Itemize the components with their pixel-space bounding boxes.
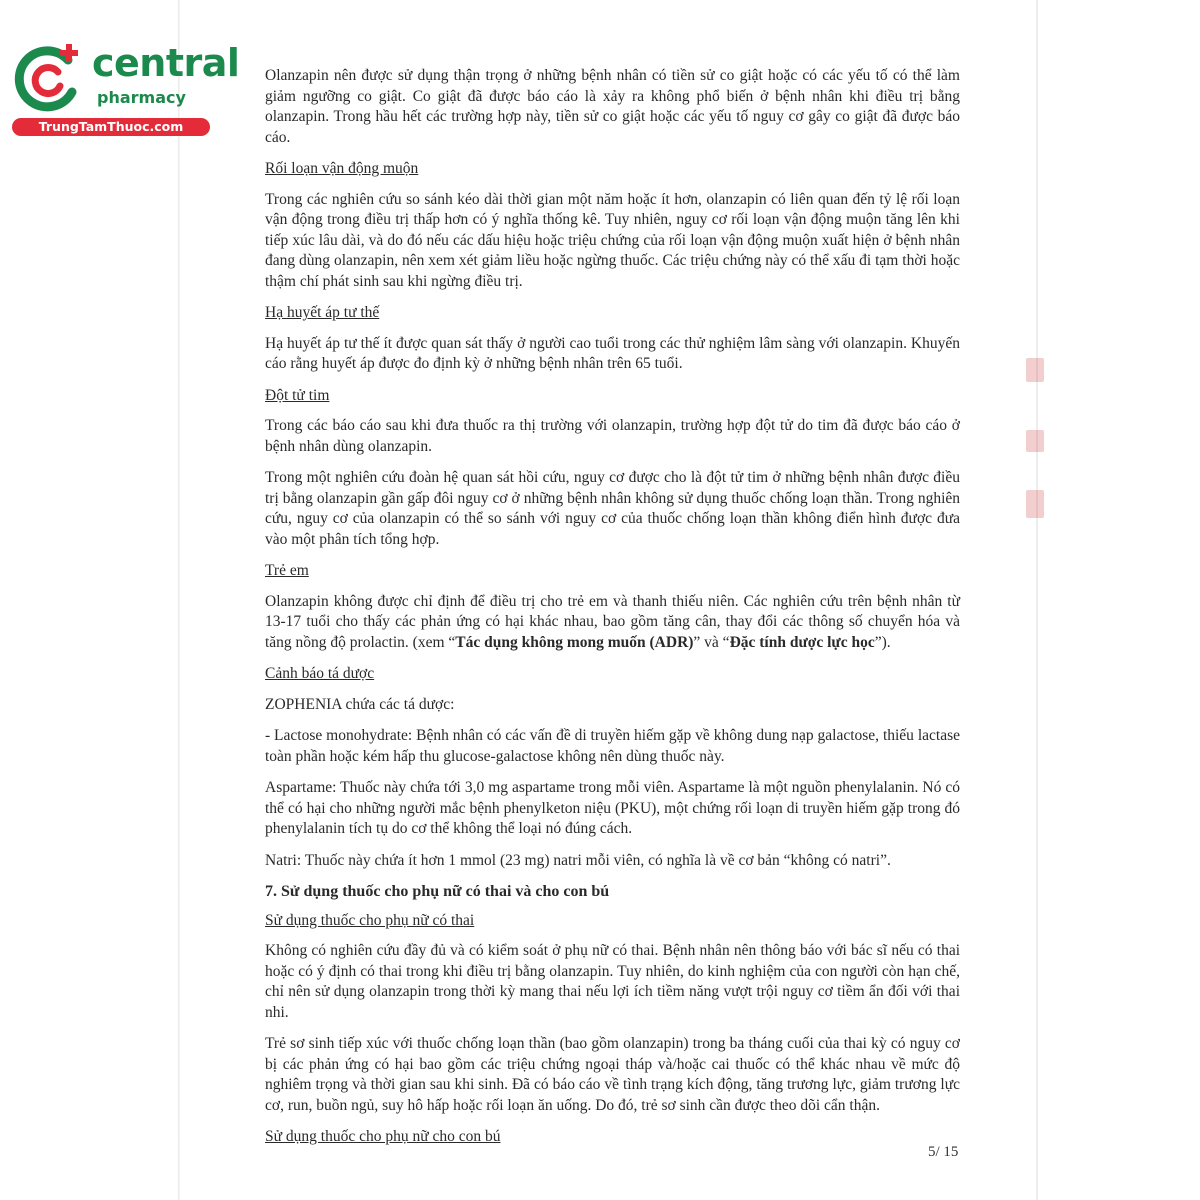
paragraph-pregnancy-2: Trẻ sơ sinh tiếp xúc với thuốc chống loạn thần (bao gồm olanzapin) trong ba tháng cuối của thai kỳ có nguy cơ bị các phản ứng có hại bao gồm các triệu chứng ngoại tháp và/hoặc cai thuốc có thể khác nhau về mức độ nghiêm trọng và thời gian sau khi sinh. Đã có báo cáo về tình trạng kích động, tăng trương lực, giảm trương lực cơ, run, buồn ngủ, suy hô hấp hoặc rối loạn ăn uống. Do đó, trẻ sơ sinh cần được theo dõi cẩn thận.	[265, 1035, 960, 1114]
heading-children: Trẻ em	[265, 562, 309, 579]
paragraph-pregnancy-1: Không có nghiên cứu đầy đủ và có kiểm soát ở phụ nữ có thai. Bệnh nhân nên thông báo với bác sĩ nếu có thai hoặc có ý định có thai trong khi điều trị bằng olanzapin. Tuy nhiên, do kinh nghiệm của con người còn hạn chế, chỉ nên sử dụng olanzapin trong thời kỳ mang thai nếu lợi ích tiềm năng vượt trội nguy cơ tiềm ẩn đối với thai nhi.	[265, 942, 960, 1021]
heading-sudden-cardiac-death: Đột tử tim	[265, 386, 330, 404]
page-edge-left	[178, 0, 180, 1200]
logo-website-banner: TrungTamThuoc.com	[12, 118, 210, 136]
page-number: 5/ 15	[928, 1144, 959, 1160]
central-pharmacy-logo	[10, 38, 240, 138]
section-7-title: 7. Sử dụng thuốc cho phụ nữ có thai và cho con bú	[265, 883, 610, 900]
heading-breastfeeding: Sử dụng thuốc cho phụ nữ cho con bú	[265, 1128, 501, 1145]
stamp-mark	[1026, 430, 1044, 452]
paragraph-aspartame: Aspartame: Thuốc này chứa tới 3,0 mg aspartame trong mỗi viên. Aspartame là một nguồn phenylalanin. Nó có thể có hại cho những người mắc bệnh phenylketon niệu (PKU), một chứng rối loạn di truyền hiếm gặp trong đó phenylalanin tích tụ do cơ thể không thể loại nó đúng cách.	[265, 779, 960, 837]
heading-postural-hypotension: Hạ huyết áp tư thế	[265, 304, 380, 321]
paragraph-sodium: Natri: Thuốc này chứa ít hơn 1 mmol (23 mg) natri mỗi viên, có nghĩa là về cơ bản “không có natri”.	[265, 851, 891, 869]
logo-name: central	[92, 41, 240, 85]
paragraph-sudden-death-1: Trong các báo cáo sau khi đưa thuốc ra thị trường với olanzapin, trường hợp đột tử do tim đã được báo cáo ở bệnh nhân dùng olanzapin.	[265, 417, 960, 455]
stamp-mark	[1026, 358, 1044, 382]
page-edge-right	[1036, 0, 1038, 1200]
paragraph-tardive-dyskinesia: Trong các nghiên cứu so sánh kéo dài thời gian một năm hoặc ít hơn, olanzapin có liên quan đến tỷ lệ rối loạn vận động trong điều trị thấp hơn có ý nghĩa thống kê. Tuy nhiên, nguy cơ rối loạn vận động muộn tăng lên khi tiếp xúc lâu dài, và do đó nếu các dấu hiệu hoặc triệu chứng của rối loạn vận động muộn xuất hiện ở bệnh nhân đang dùng olanzapin, nên xem xét giảm liều hoặc ngừng thuốc. Các triệu chứng này có thể xấu đi tạm thời hoặc thậm chí phát sinh sau khi ngừng điều trị.	[265, 190, 960, 290]
document-body	[265, 66, 960, 1158]
paragraph-excipients-intro: ZOPHENIA chứa các tá dược:	[265, 695, 455, 713]
paragraph-seizure: Olanzapin nên được sử dụng thận trọng ở những bệnh nhân có tiền sử co giật hoặc có các yếu tố có thể làm giảm ngưỡng co giật. Co giật đã được báo cáo là xảy ra không phổ biến ở bệnh nhân khi điều trị bằng olanzapin. Trong hầu hết các trường hợp này, tiền sử co giật hoặc các yếu tố nguy cơ gây co giật đã được báo cáo.	[265, 67, 960, 146]
heading-pregnancy: Sử dụng thuốc cho phụ nữ có thai	[265, 911, 475, 929]
children-ref-pharmacodynamics: Đặc tính dược lực học	[729, 633, 875, 651]
paragraph-sudden-death-2: Trong một nghiên cứu đoàn hệ quan sát hồi cứu, nguy cơ được cho là đột tử tim ở những bệnh nhân được điều trị bằng olanzapin gần gấp đôi nguy cơ ở những bệnh nhân không sử dụng thuốc chống loạn thần. Trong nghiên cứu, nguy cơ của olanzapin có thể so sánh với nguy cơ của thuốc chống loạn thần không điển hình được đưa vào một phân tích tổng hợp.	[265, 469, 960, 548]
stamp-mark	[1026, 490, 1044, 518]
central-pharmacy-logo-icon	[10, 38, 90, 118]
paragraph-lactose: - Lactose monohydrate: Bệnh nhân có các vấn đề di truyền hiếm gặp về không dung nạp galactose, thiếu lactase toàn phần hoặc kém hấp thu glucose-galactose không nên dùng thuốc này.	[265, 727, 960, 765]
children-text-d: ”).	[874, 633, 891, 651]
heading-tardive-dyskinesia: Rối loạn vận động muộn	[265, 160, 419, 177]
children-ref-adr: Tác dụng không mong muốn (ADR)	[455, 633, 694, 651]
children-text-a: Olanzapin không được chỉ định để điều trị cho trẻ em và thanh thiếu niên. Các nghiên cứu trên bệnh nhân từ 13-17 tuổi cho thấy các phản ứng có hại khác nhau, bao gồm tăng cân, thay đổi các thông số chuyển hóa và tăng nồng độ prolactin. (xem “	[265, 592, 960, 651]
heading-excipient-warning: Cảnh báo tá dược	[265, 665, 375, 682]
logo-subtitle: pharmacy	[97, 88, 186, 107]
paragraph-postural-hypotension: Hạ huyết áp tư thế ít được quan sát thấy ở người cao tuổi trong các thử nghiệm lâm sàng với olanzapin. Khuyến cáo rằng huyết áp được đo định kỳ ở những bệnh nhân trên 65 tuổi.	[265, 334, 960, 372]
children-text-c: ” và “	[693, 633, 730, 651]
paragraph-children	[265, 592, 960, 654]
